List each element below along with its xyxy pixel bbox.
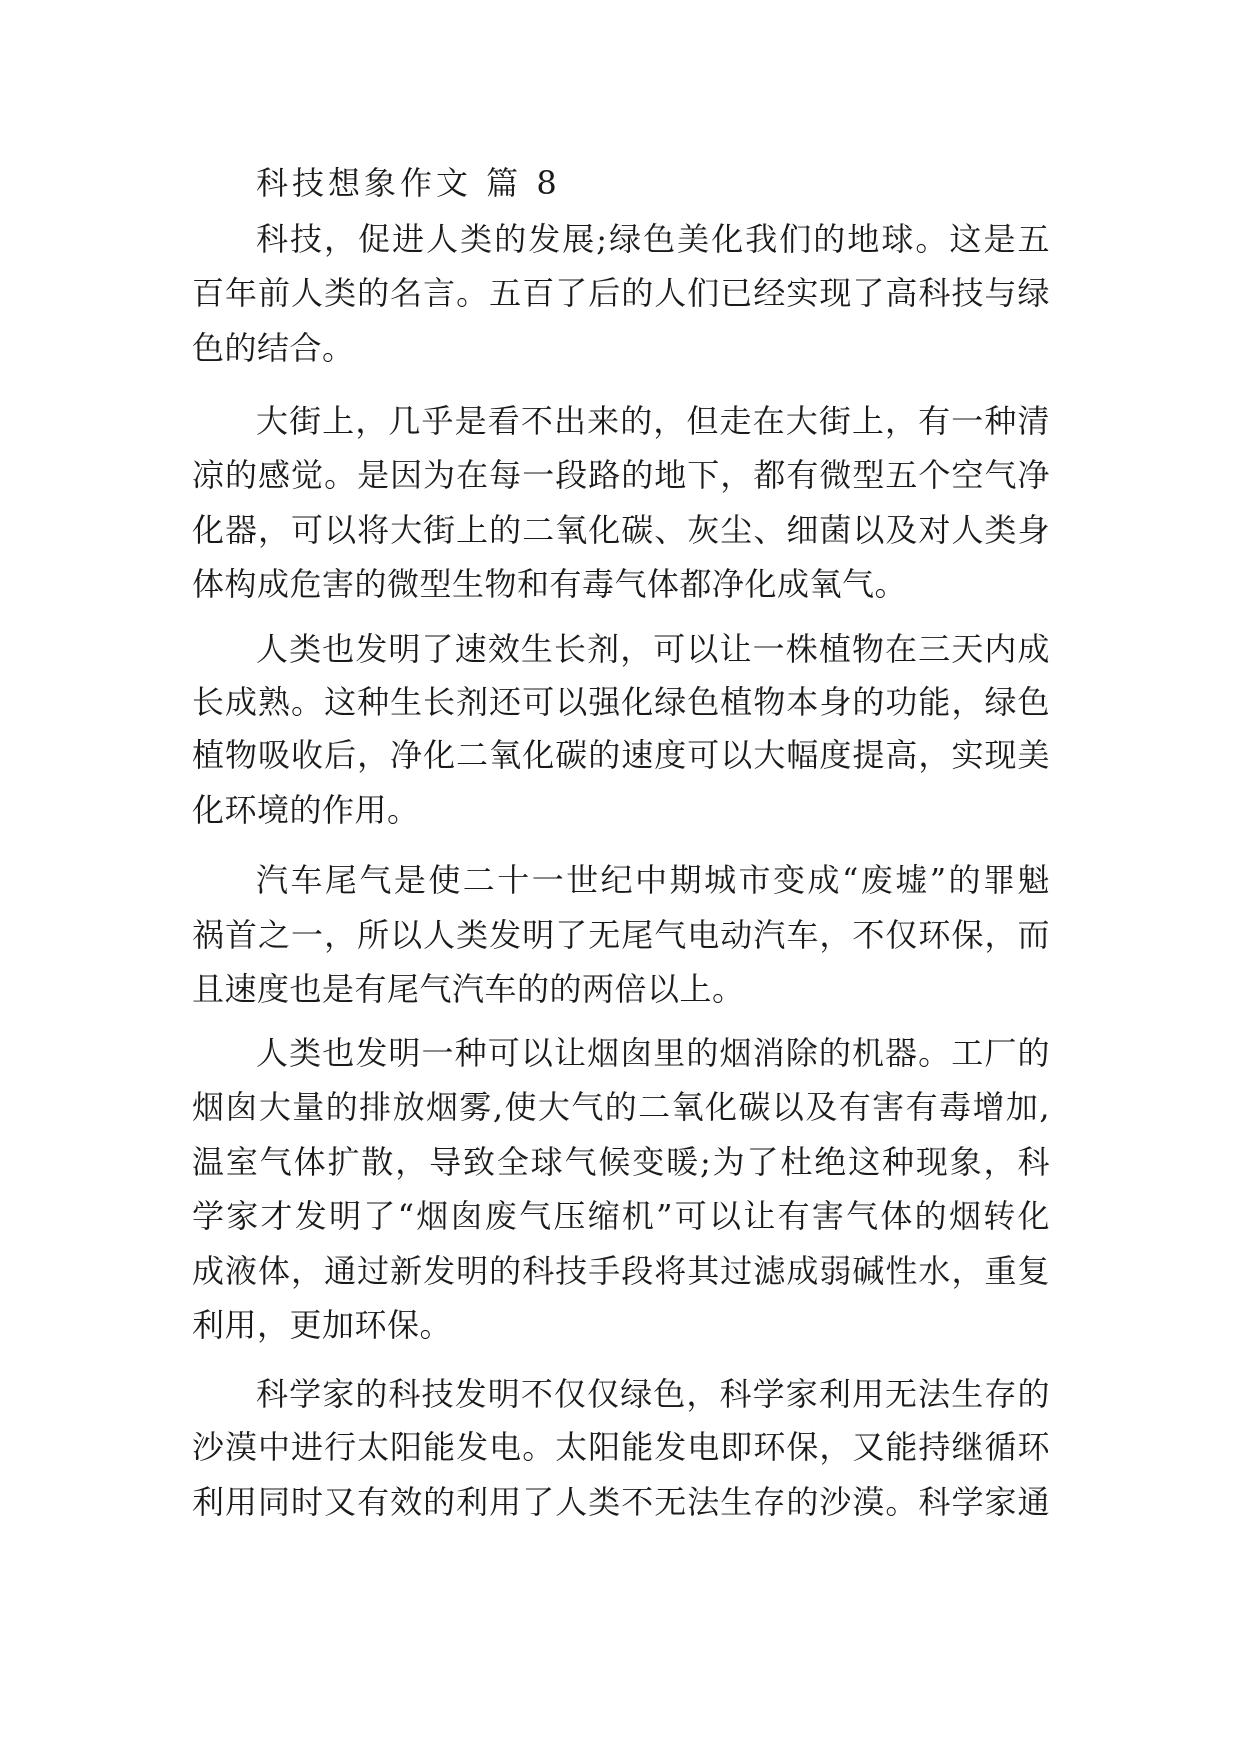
document-title: 科技想象作文 篇 8: [256, 164, 561, 202]
text-line: 汽车尾气是使二十一世纪中期城市变成“废墟”的罪魁: [256, 861, 1050, 899]
text-line: 温室气体扩散，导致全球气候变暖;为了杜绝这种现象，科: [192, 1143, 1050, 1181]
text-line: 大街上，几乎是看不出来的，但走在大街上，有一种清: [256, 402, 1050, 440]
text-line: 长成熟。这种生长剂还可以强化绿色植物本身的功能，绿色: [192, 683, 1050, 721]
text-line: 人类也发明了速效生长剂，可以让一株植物在三天内成: [256, 630, 1050, 668]
text-line: 人类也发明一种可以让烟囱里的烟消除的机器。工厂的: [256, 1034, 1050, 1072]
text-line: 化器，可以将大街上的二氧化碳、灰尘、细菌以及对人类身: [192, 511, 1050, 549]
text-line: 祸首之一，所以人类发明了无尾气电动汽车，不仅环保，而: [192, 916, 1050, 954]
text-line: 学家才发明了“烟囱废气压缩机”可以让有害气体的烟转化: [192, 1197, 1050, 1235]
text-line: 体构成危害的微型生物和有毒气体都净化成氧气。: [192, 565, 908, 603]
text-line: 凉的感觉。是因为在每一段路的地下，都有微型五个空气净: [192, 456, 1050, 494]
text-line: 沙漠中进行太阳能发电。太阳能发电即环保，又能持继循环: [192, 1428, 1050, 1466]
text-line: 植物吸收后，净化二氧化碳的速度可以大幅度提高，实现美: [192, 736, 1050, 774]
text-line: 利用同时又有效的利用了人类不无法生存的沙漠。科学家通: [192, 1483, 1050, 1521]
text-line: 利用，更加环保。: [192, 1306, 453, 1344]
text-line: 科学家的科技发明不仅仅绿色，科学家利用无法生存的: [256, 1375, 1050, 1413]
text-line: 色的结合。: [192, 329, 355, 367]
text-line: 百年前人类的名言。五百了后的人们已经实现了高科技与绿: [192, 274, 1050, 312]
text-line: 科技，促进人类的发展;绿色美化我们的地球。这是五: [256, 220, 1050, 258]
text-line: 烟囱大量的排放烟雾,使大气的二氧化碳以及有害有毒增加,: [192, 1088, 1050, 1126]
text-line: 成液体，通过新发明的科技手段将其过滤成弱碱性水，重复: [192, 1252, 1050, 1290]
text-line: 且速度也是有尾气汽车的的两倍以上。: [192, 970, 745, 1008]
text-line: 化环境的作用。: [192, 791, 420, 829]
